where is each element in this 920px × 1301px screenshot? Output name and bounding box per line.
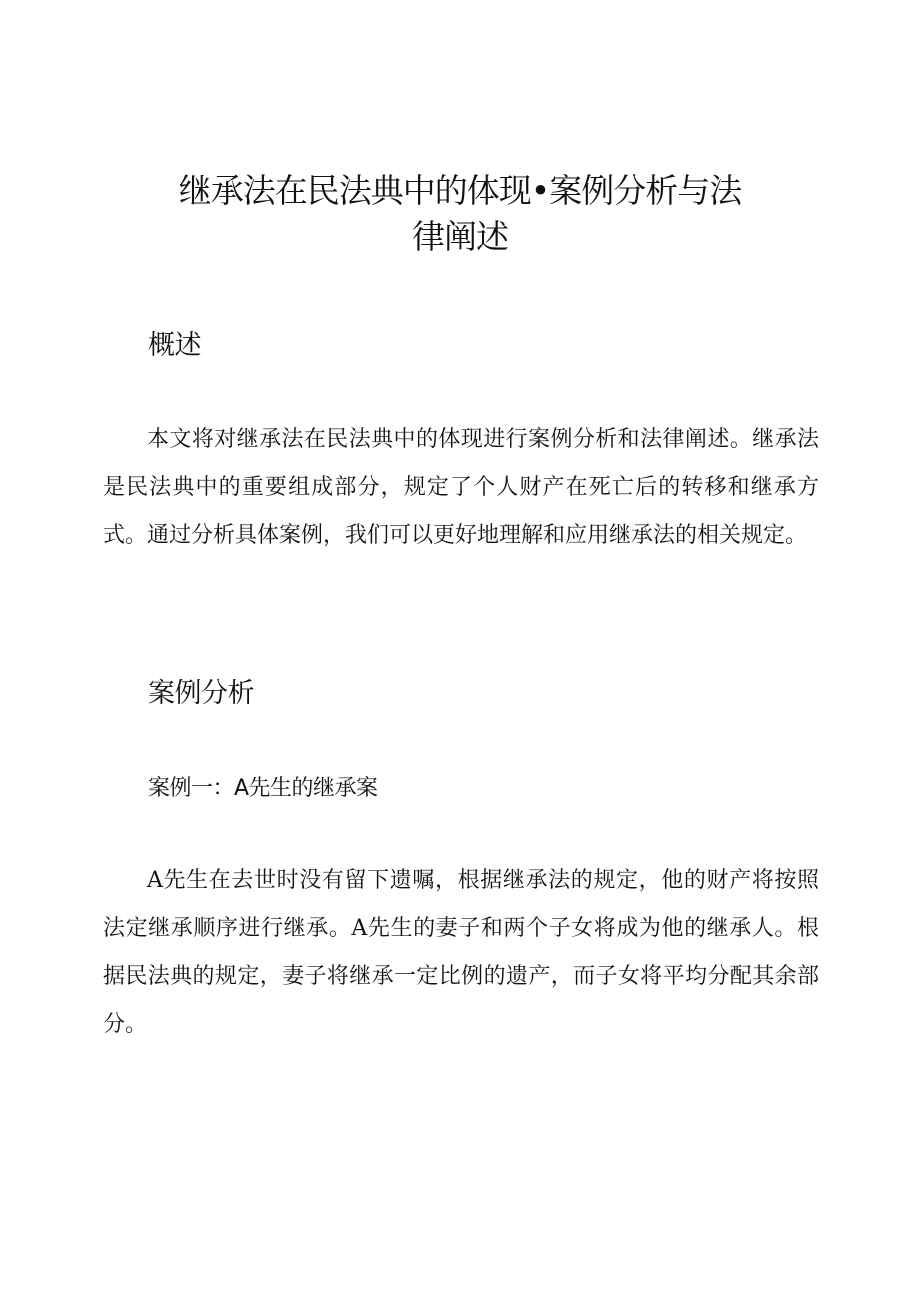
document-title-line-1: 继承法在民法典中的体现•案例分析与法 [178,171,742,210]
section-heading-case-analysis: 案例分析 [148,678,254,709]
case-one-subheading: 案例一：A先生的继承案 [148,776,378,801]
overview-paragraph: 本文将对继承法在民法典中的体现进行案例分析和法律阐述。继承法是民法典中的重要组成部分，规定了个人财产在死亡后的转移和继承方式。通过分析具体案例，我们可以更好地理解和应用继承法的相关规定。 [103,427,819,548]
document-title [150,168,770,260]
section-heading-overview: 概述 [148,330,201,361]
document-title-line-2: 律阐述 [412,217,508,256]
case-one-paragraph: A先生在去世时没有留下遗嘱，根据继承法的规定，他的财产将按照法定继承顺序进行继承。A先生的妻子和两个子女将成为他的继承人。根据民法典的规定，妻子将继承一定比例的遗产，而子女将平均分配其余部分。 [103,868,819,1037]
